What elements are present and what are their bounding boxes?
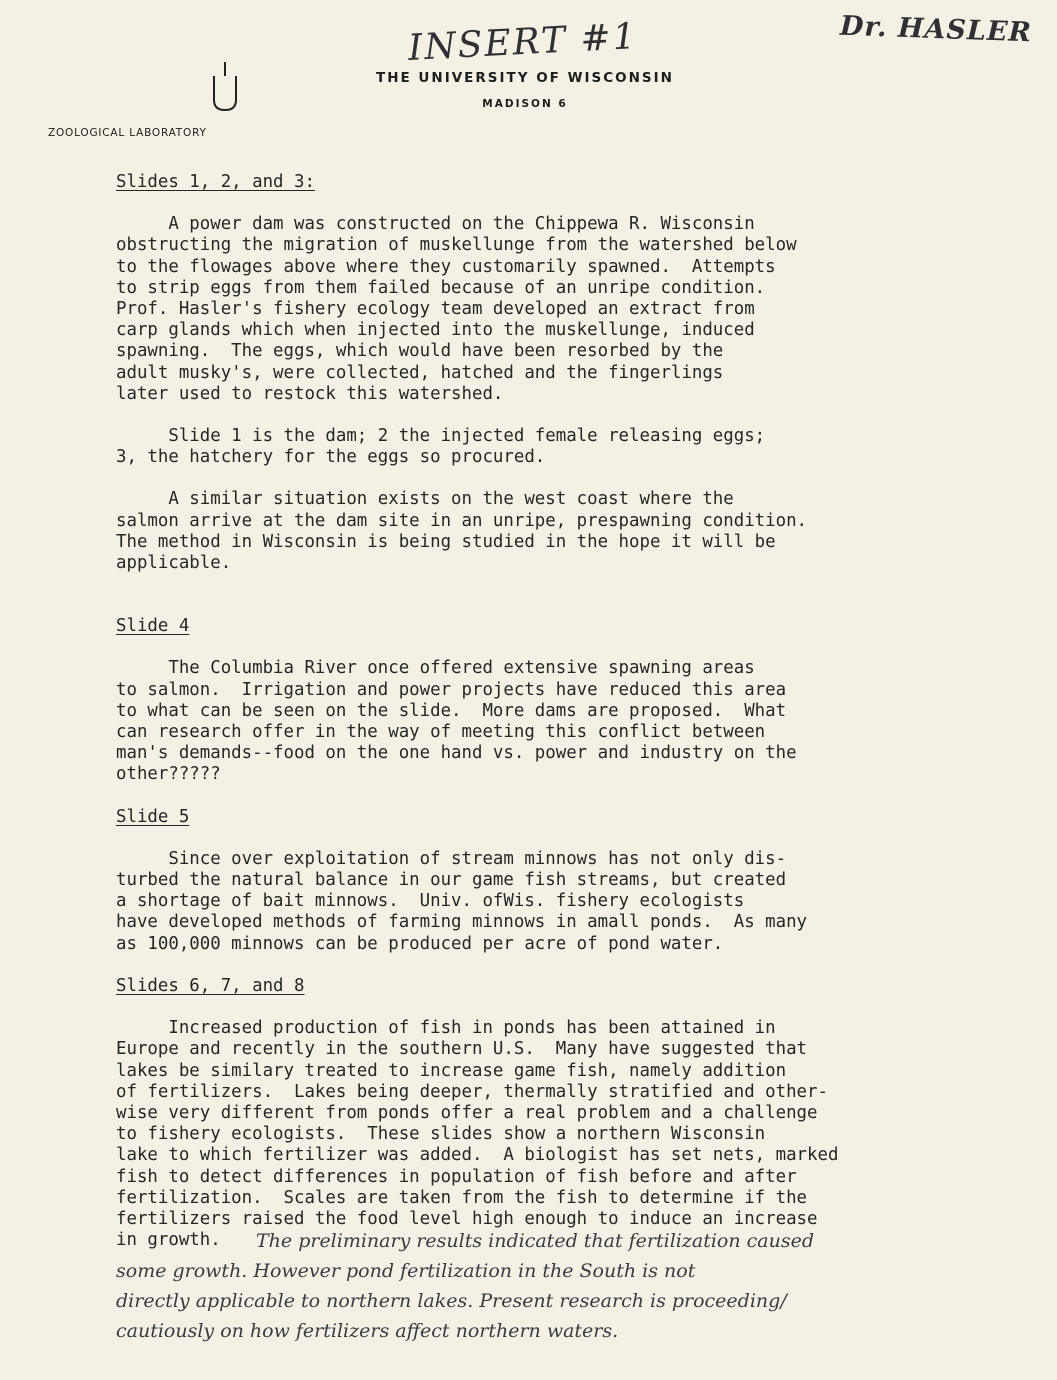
section-heading: Slides 6, 7, and 8 bbox=[116, 975, 305, 996]
university-city: MADISON 6 bbox=[482, 98, 568, 110]
section-heading: Slides 1, 2, and 3: bbox=[116, 172, 315, 192]
paragraph: Increased production of fish in ponds has been attained in Europe and recently in the southern U.S. Many have suggested that lakes be similary treated to increase game fish, namely addition of fertilizers. Lakes being deeper, thermally stratified and other- wise very different from ponds offer a real problem and a challenge to fishery ecologists. These slides show a northern Wisconsin lake to which fertilizer was added. A biologist has set nets, marked fish to detect differences in population of fish before and after fertilization. Scales are taken from the fish to determine if the fertilizers raised the food level high enough to induce an increase in growth. bbox=[116, 1018, 839, 1251]
letterhead bbox=[360, 70, 690, 110]
paragraph: Since over exploitation of stream minnows has not only dis- turbed the natural balance in our game fish streams, but created a shortage of bait minnows. Univ. ofWis. fishery ecologists have developed methods of farming minnows in amall ponds. As many as 100,000 minnows can be produced per acre of pond water. bbox=[116, 848, 808, 954]
insert-annotation: INSERT #1 bbox=[407, 16, 639, 69]
handwritten-line: directly applicable to northern lakes. Present research is proceeding/ bbox=[116, 1290, 787, 1312]
paragraph: The Columbia River once offered extensive spawning areas to salmon. Irrigation and power projects have reduced this area to what can be seen on the slide. More dams are proposed. What can research offer in the way of meeting this conflict between man's demands--food on the one hand vs. power and industry on the other????? bbox=[116, 658, 797, 785]
handwritten-line: some growth. However pond fertilization in the South is not bbox=[116, 1260, 696, 1282]
section-heading: Slide 4 bbox=[116, 616, 190, 637]
paragraph: Slide 1 is the dam; 2 the injected female releasing eggs; 3, the hatchery for the eggs so procured. bbox=[116, 426, 766, 468]
document-body bbox=[116, 172, 1016, 1251]
handwritten-line: cautiously on how fertilizers affect northern waters. bbox=[116, 1320, 619, 1342]
university-name: THE UNIVERSITY OF WISCONSIN bbox=[376, 70, 674, 86]
author-annotation: Dr. HASLER bbox=[839, 10, 1033, 49]
paragraph: A similar situation exists on the west coast where the salmon arrive at the dam site in an unripe, prespawning condition. The method in Wisconsin is being studied in the hope it will be applicable. bbox=[116, 489, 808, 574]
paragraph: A power dam was constructed on the Chippewa R. Wisconsin obstructing the migration of muskellunge from the watershed below to the flowages above where they customarily spawned. Attempts to strip eggs from them failed because of an unripe condition. Prof. Hasler's fishery ecology team developed an extract from carp glands which when injected into the muskellunge, induced spawning. The eggs, which would have been resorbed by the adult musky's, were collected, hatched and the fingerlings later used to restock this watershed. bbox=[116, 214, 797, 404]
university-logo-icon bbox=[208, 62, 242, 114]
department-name: ZOOLOGICAL LABORATORY bbox=[48, 127, 207, 139]
section-heading: Slide 5 bbox=[116, 806, 190, 827]
handwritten-line: The preliminary results indicated that fertilization caused bbox=[256, 1230, 814, 1252]
handwritten-addendum bbox=[116, 1226, 1016, 1346]
